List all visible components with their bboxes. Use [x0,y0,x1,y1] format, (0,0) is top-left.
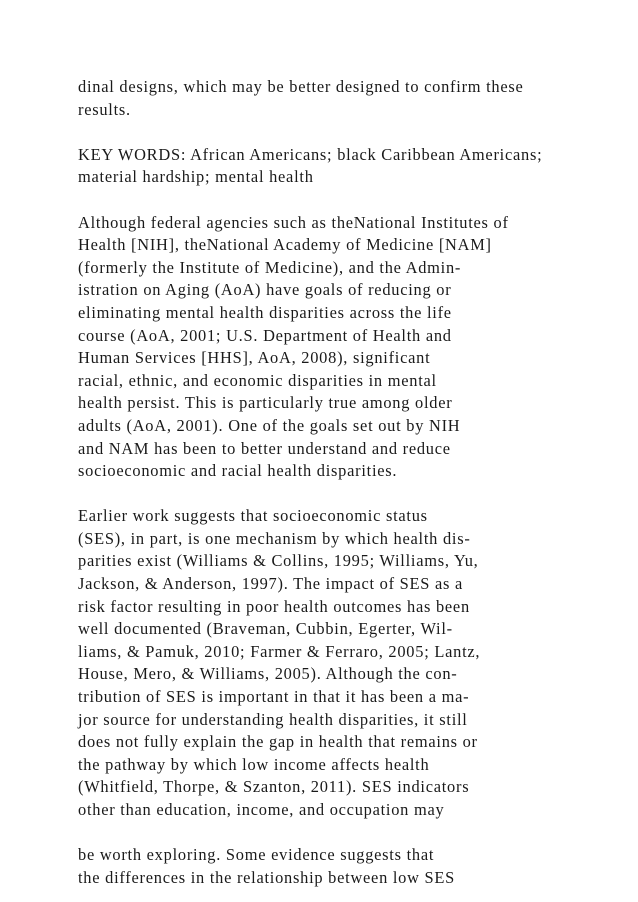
text-line: adults (AoA, 2001). One of the goals set out by NIH [78,415,461,435]
text-line: parities exist (Williams & Collins, 1995; Williams, Yu, [78,551,479,571]
text-line: the pathway by which low income affects health [78,754,430,774]
text-line: be worth exploring. Some evidence suggests that [78,845,435,865]
text-line: istration on Aging (AoA) have goals of reducing or [78,280,452,300]
text-line: Although federal agencies such as theNational Institutes of [78,212,509,232]
text-line: tribution of SES is important in that it has been a ma- [78,687,470,707]
text-line: results. [78,99,131,119]
paragraph-spacer [78,822,618,845]
paragraph-spacer [78,483,618,506]
body-text [78,76,618,889]
text-line: Earlier work suggests that socioeconomic status [78,506,428,526]
text-line: liams, & Pamuk, 2010; Farmer & Ferraro, 2005; Lantz, [78,641,481,661]
text-line: House, Mero, & Williams, 2005). Although the con- [78,664,458,684]
text-line: socioeconomic and racial health disparities. [78,461,398,481]
text-line: does not fully explain the gap in health that remains or [78,732,478,752]
text-line: Health [NIH], theNational Academy of Medicine [NAM] [78,235,492,255]
closing-paragraph [78,844,618,889]
text-line: the differences in the relationship between low SES [78,867,456,887]
paragraph-spacer [78,121,618,144]
text-line: (SES), in part, is one mechanism by which health dis- [78,528,471,548]
paragraph-continuation [78,76,618,121]
text-line: risk factor resulting in poor health outcomes has been [78,596,470,616]
text-line: and NAM has been to better understand and reduce [78,438,451,458]
key-words-paragraph [78,144,618,189]
text-line: material hardship; mental health [78,167,314,187]
ses-paragraph [78,505,618,821]
text-line: well documented (Braveman, Cubbin, Egerter, Wil- [78,619,453,639]
intro-paragraph [78,212,618,483]
text-line: (formerly the Institute of Medicine), and the Admin- [78,257,462,277]
text-line: Human Services [HHS], AoA, 2008), significant [78,348,431,368]
text-line: course (AoA, 2001; U.S. Department of Health and [78,325,452,345]
text-line: health persist. This is particularly true among older [78,393,453,413]
text-line: jor source for understanding health disparities, it still [78,709,468,729]
text-line: (Whitfield, Thorpe, & Szanton, 2011). SES indicators [78,777,470,797]
text-line: other than education, income, and occupation may [78,800,445,819]
text-line: eliminating mental health disparities across the life [78,302,452,322]
text-line: Jackson, & Anderson, 1997). The impact of SES as a [78,574,463,594]
text-line: dinal designs, which may be better designed to confirm these [78,77,524,96]
text-line: racial, ethnic, and economic disparities in mental [78,370,437,390]
paragraph-spacer [78,189,618,212]
text-line: KEY WORDS: African Americans; black Caribbean Americans; [78,144,543,164]
